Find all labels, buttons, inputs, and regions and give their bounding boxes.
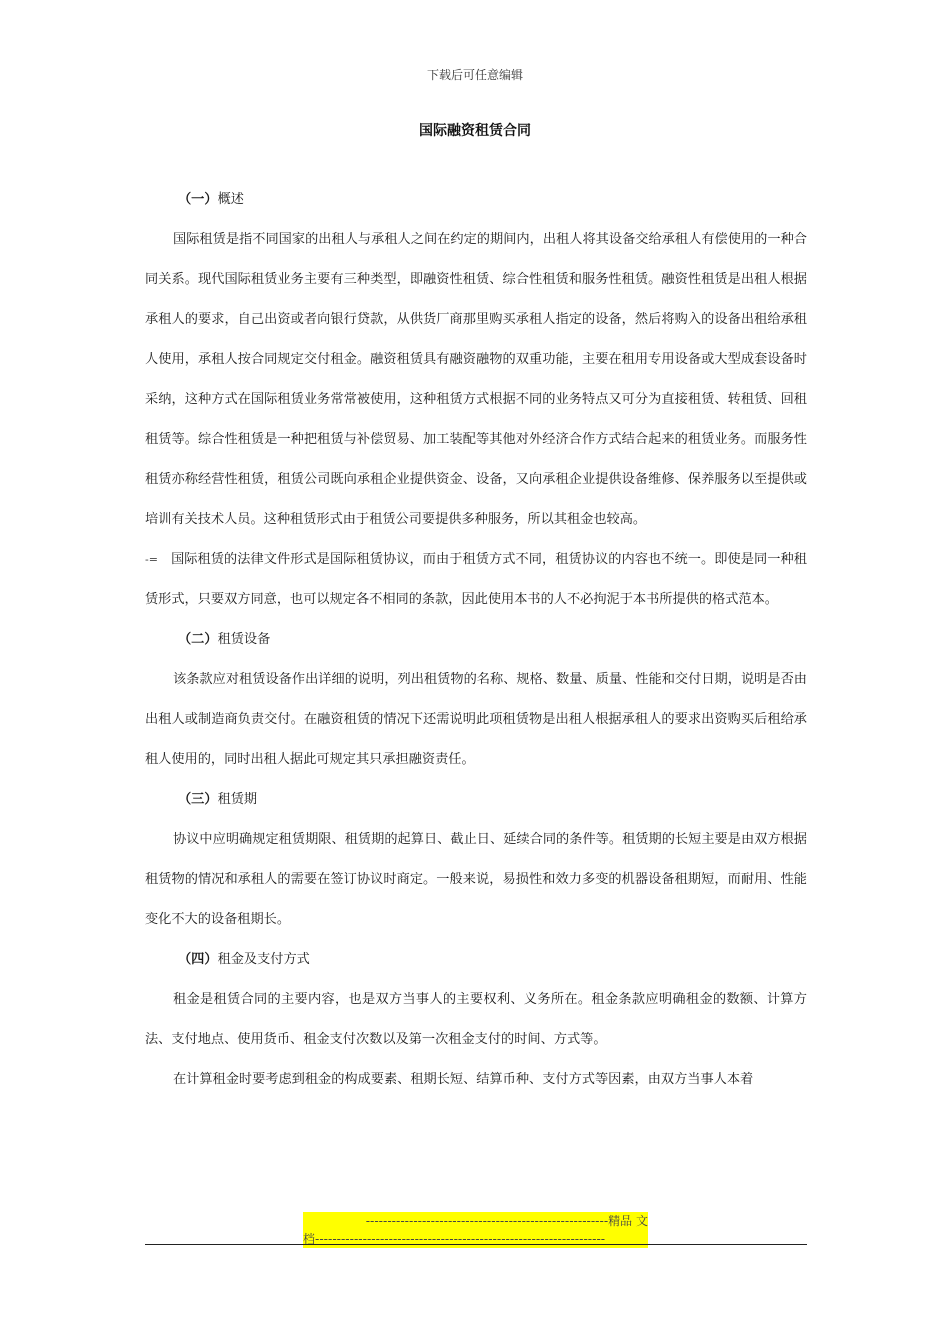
list-marker: -= (145, 553, 158, 566)
footer-divider (145, 1244, 807, 1245)
footer-line: --------------------------------------------------------精品 文 (303, 1212, 648, 1230)
section-heading (145, 780, 807, 820)
footer-watermark (303, 1212, 648, 1248)
paragraph: 在计算租金时要考虑到租金的构成要素、租期长短、结算币种、支付方式等因素，由双方当事人本着 (173, 1072, 754, 1087)
section-number: （一） (178, 192, 218, 207)
section-number: （三） (178, 792, 218, 807)
document-title: 国际融资租赁合同 (419, 123, 531, 139)
section-title: 租赁期 (217, 792, 258, 807)
section-heading (145, 180, 807, 220)
section-title: 租金及支付方式 (217, 952, 310, 967)
footer-line: 档------------------------------------------------------------------- (303, 1230, 648, 1248)
document-body (145, 180, 807, 1100)
section-heading (145, 620, 807, 660)
paragraph: 租金是租赁合同的主要内容，也是双方当事人的主要权利、义务所在。租金条款应明确租金的数额、计算方法、支付地点、使用货币、租金支付次数以及第一次租金支付的时间、方式等。 (145, 992, 807, 1047)
section-title: 概述 (217, 192, 244, 207)
paragraph: 协议中应明确规定租赁期限、租赁期的起算日、截止日、延续合同的条件等。租赁期的长短主要是由双方根据租赁物的情况和承租人的需要在签订协议时商定。一般来说，易损性和效力多变的机器设备租期短，而耐用、性能变化不大的设备租期长。 (145, 832, 807, 927)
section-number: （四） (178, 952, 218, 967)
header-note: 下载后可任意编辑 (426, 68, 523, 82)
section-number: （二） (178, 632, 218, 647)
paragraph: 国际租赁是指不同国家的出租人与承租人之间在约定的期间内，出租人将其设备交给承租人有偿使用的一种合同关系。现代国际租赁业务主要有三种类型，即融资性租赁、综合性租赁和服务性租赁。融资性租赁是出租人根据承租人的要求，自己出资或者向银行贷款，从供货厂商那里购买承租人指定的设备，然后将购入的设备出租给承租人使用，承租人按合同规定交付租金。融资租赁具有融资融物的双重功能，主要在租用专用设备或大型成套设备时采纳，这种方式在国际租赁业务常常被使用，这种租赁方式根据不同的业务特点又可分为直接租赁、转租赁、回租租赁等。综合性租赁是一种把租赁与补偿贸易、加工装配等其他对外经济合作方式结合起来的租赁业务。而服务性租赁亦称经营性租赁，租赁公司既向承租企业提供资金、设备，又向承租企业提供设备维修、保养服务以至提供或培训有关技术人员。这种租赁形式由于租赁公司要提供多种服务，所以其租金也较高。 (145, 232, 807, 527)
paragraph-text: 国际租赁的法律文件形式是国际租赁协议，而由于租赁方式不同，租赁协议的内容也不统一。即使是同一种租赁形式，只要双方同意，也可以规定各不相同的条款，因此使用本书的人不必拘泥于本书所提供的格式范本。 (145, 552, 807, 607)
section-heading (145, 940, 807, 980)
paragraph (145, 540, 807, 620)
paragraph: 该条款应对租赁设备作出详细的说明，列出租赁物的名称、规格、数量、质量、性能和交付日期，说明是否由出租人或制造商负责交付。在融资租赁的情况下还需说明此项租赁物是出租人根据承租人的要求出资购买后租给承租人使用的，同时出租人据此可规定其只承担融资责任。 (145, 672, 807, 767)
section-title: 租赁设备 (217, 632, 271, 647)
